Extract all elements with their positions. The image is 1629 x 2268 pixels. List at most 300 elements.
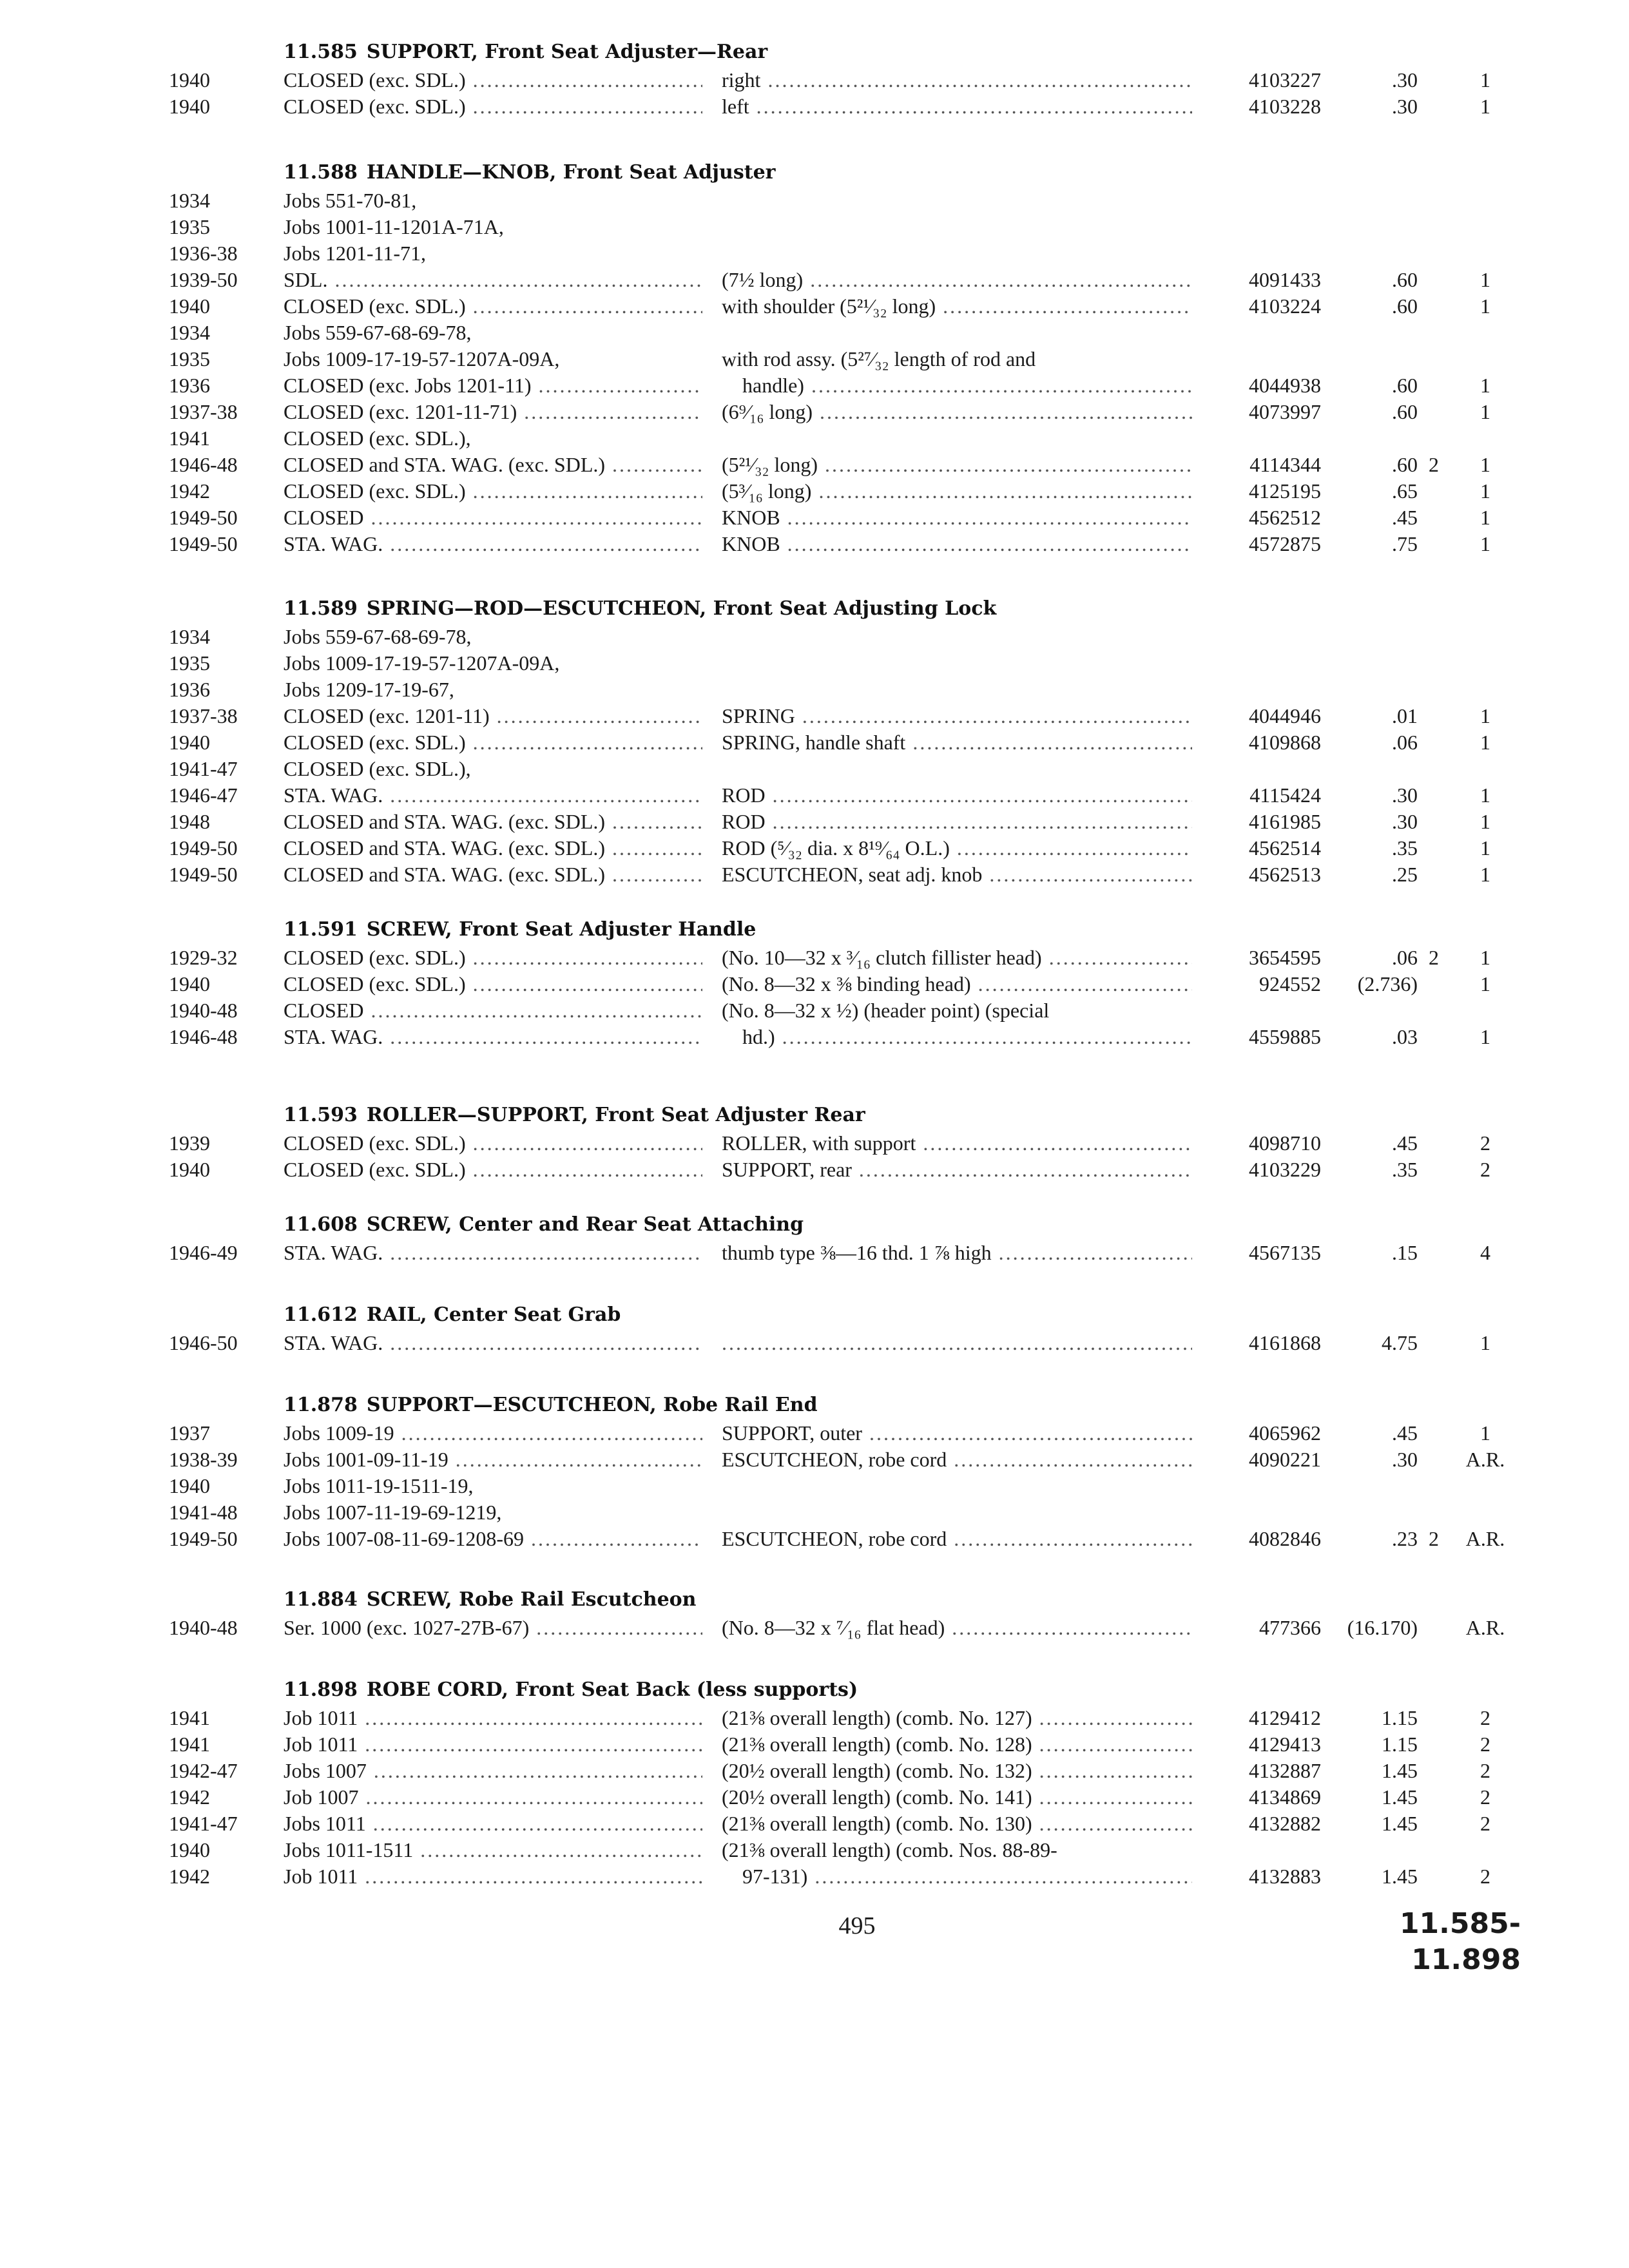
year-cell: 1940	[169, 972, 210, 995]
year-cell: 1936-38	[169, 242, 238, 265]
model-cell: CLOSED and STA. WAG. (exc. SDL.) .....	[284, 861, 702, 888]
parts-row	[0, 1499, 1629, 1526]
model-cell: CLOSED and STA. WAG. (exc. SDL.) .....	[284, 452, 702, 478]
model-cell: Jobs 1011-19-1511-19,	[284, 1474, 474, 1497]
year-cell: 1949-50	[169, 506, 238, 529]
section-title: ROLLER—SUPPORT, Front Seat Adjuster Rear	[366, 1104, 865, 1126]
parts-row	[0, 650, 1629, 677]
year-cell: 1941	[169, 1706, 210, 1729]
model-cell: Jobs 559-67-68-69-78,	[284, 321, 472, 344]
year-cell: 1940	[169, 1158, 210, 1181]
description-cell: KNOB .....	[722, 531, 1192, 557]
part-number-cell: 4562512	[1249, 506, 1321, 529]
part-number-cell: 4132882	[1249, 1812, 1321, 1835]
parts-row	[0, 861, 1629, 888]
model-cell: CLOSED (exc. 1201-11-71) .....	[284, 399, 702, 425]
price-cell: .45	[1392, 506, 1418, 529]
price-cell: .01	[1392, 704, 1418, 727]
quantity-cell: 1	[1480, 294, 1490, 318]
parts-row	[0, 1784, 1629, 1811]
price-cell: .23	[1392, 1527, 1418, 1550]
model-cell: CLOSED (exc. SDL.) .....	[284, 67, 702, 93]
description-cell: right .....	[722, 67, 1192, 93]
parts-row	[0, 1526, 1629, 1552]
year-cell: 1941	[169, 427, 210, 450]
price-cell: (2.736)	[1357, 972, 1418, 995]
year-cell: 1942	[169, 479, 210, 503]
section-number: 11.608	[284, 1213, 358, 1236]
parts-row	[0, 703, 1629, 729]
year-cell: 1940	[169, 731, 210, 754]
price-cell: 4.75	[1382, 1331, 1418, 1354]
part-number-cell: 4125195	[1249, 479, 1321, 503]
price-cell: .35	[1392, 836, 1418, 860]
section-heading	[284, 1100, 865, 1130]
parts-row	[0, 1240, 1629, 1266]
model-cell: CLOSED .....	[284, 997, 702, 1024]
quantity-cell: 1	[1480, 946, 1490, 969]
description-cell: (6⁹⁄₁₆ long) .....	[722, 399, 1192, 425]
model-cell: Job 1011 .....	[284, 1731, 702, 1758]
year-cell: 1949-50	[169, 1527, 238, 1550]
part-number-cell: 4103228	[1249, 95, 1321, 118]
description-cell: (7½ long) .....	[722, 267, 1192, 293]
year-cell: 1949-50	[169, 532, 238, 555]
price-cell: .30	[1392, 68, 1418, 91]
parts-row	[0, 346, 1629, 372]
quantity-cell: 1	[1480, 972, 1490, 995]
quantity-marker-cell: 2	[1429, 946, 1439, 969]
quantity-cell: 1	[1480, 863, 1490, 886]
description-cell: (21⅜ overall length) (comb. No. 127) .....	[722, 1705, 1192, 1731]
quantity-cell: 1	[1480, 506, 1490, 529]
price-cell: .06	[1392, 731, 1418, 754]
parts-row	[0, 1130, 1629, 1157]
description-cell: handle) .....	[722, 372, 1192, 399]
parts-row	[0, 997, 1629, 1024]
part-number-cell: 4103224	[1249, 294, 1321, 318]
parts-row	[0, 320, 1629, 346]
part-number-cell: 4562513	[1249, 863, 1321, 886]
price-cell: 1.45	[1382, 1812, 1418, 1835]
price-cell: 1.45	[1382, 1759, 1418, 1782]
year-cell: 1940	[169, 294, 210, 318]
section-title: ROBE CORD, Front Seat Back (less supports)	[366, 1678, 858, 1701]
quantity-cell: 1	[1480, 95, 1490, 118]
model-cell: Jobs 1001-09-11-19 .....	[284, 1446, 702, 1473]
parts-row	[0, 240, 1629, 267]
model-cell: CLOSED (exc. Jobs 1201-11) .....	[284, 372, 702, 399]
description-cell: (21⅜ overall length) (comb. No. 128) .....	[722, 1731, 1192, 1758]
quantity-cell: 1	[1480, 400, 1490, 423]
section-number: 11.878	[284, 1394, 358, 1416]
part-number-cell: 4044946	[1249, 704, 1321, 727]
part-number-cell: 4114344	[1249, 453, 1321, 476]
part-number-cell: 4129413	[1249, 1733, 1321, 1756]
model-cell: Jobs 551-70-81,	[284, 189, 417, 212]
price-cell: .30	[1392, 1448, 1418, 1471]
model-cell: CLOSED (exc. SDL.),	[284, 427, 471, 450]
year-cell: 1941-47	[169, 757, 238, 780]
year-cell: 1934	[169, 321, 210, 344]
quantity-cell: 1	[1480, 268, 1490, 291]
description-cell: (5²¹⁄₃₂ long) .....	[722, 452, 1192, 478]
quantity-cell: 1	[1480, 1421, 1490, 1445]
price-cell: .60	[1392, 400, 1418, 423]
parts-row	[0, 93, 1629, 120]
parts-row	[0, 1705, 1629, 1731]
description-cell: ROD .....	[722, 782, 1192, 809]
model-cell: CLOSED (exc. SDL.) .....	[284, 93, 702, 120]
year-cell: 1948	[169, 810, 210, 833]
description-cell: (No. 8—32 x ⅜ binding head) .....	[722, 971, 1192, 997]
parts-row	[0, 452, 1629, 478]
year-cell: 1940	[169, 68, 210, 91]
section-number: 11.612	[284, 1303, 358, 1326]
year-cell: 1942	[169, 1785, 210, 1809]
year-cell: 1940-48	[169, 1616, 238, 1639]
description-cell	[722, 1330, 1192, 1356]
section-title: SCREW, Center and Rear Seat Attaching	[366, 1213, 804, 1236]
price-cell: .65	[1392, 479, 1418, 503]
description-cell: ROD (⁵⁄₃₂ dia. x 8¹⁹⁄₆₄ O.L.) .....	[722, 835, 1192, 861]
parts-row	[0, 425, 1629, 452]
quantity-cell: 1	[1480, 68, 1490, 91]
year-cell: 1942	[169, 1865, 210, 1888]
price-cell: .45	[1392, 1131, 1418, 1155]
quantity-marker-cell: 2	[1429, 1527, 1439, 1550]
description-cell: ESCUTCHEON, robe cord .....	[722, 1526, 1192, 1552]
quantity-cell: 2	[1480, 1785, 1490, 1809]
quantity-cell: 1	[1480, 783, 1490, 807]
model-cell: Jobs 1007-11-19-69-1219,	[284, 1501, 502, 1524]
model-cell: Jobs 1209-17-19-67,	[284, 678, 454, 701]
model-cell: Jobs 1007-08-11-69-1208-69 .....	[284, 1526, 702, 1552]
year-cell: 1941-48	[169, 1501, 238, 1524]
model-cell: Job 1007 .....	[284, 1784, 702, 1811]
price-cell: 1.45	[1382, 1865, 1418, 1888]
parts-row	[0, 214, 1629, 240]
part-number-cell: 4161985	[1249, 810, 1321, 833]
model-cell: Ser. 1000 (exc. 1027-27B-67) .....	[284, 1615, 702, 1641]
year-cell: 1929-32	[169, 946, 238, 969]
description-cell: (No. 8—32 x ½) (header point) (special	[722, 999, 1050, 1022]
model-cell: Jobs 1009-17-19-57-1207A-09A,	[284, 651, 560, 675]
part-number-cell: 4091433	[1249, 268, 1321, 291]
description-cell: (20½ overall length) (comb. No. 132) .....	[722, 1758, 1192, 1784]
model-cell: Jobs 1011-1511 .....	[284, 1837, 702, 1863]
parts-row	[0, 971, 1629, 997]
quantity-cell: 2	[1480, 1158, 1490, 1181]
part-number-cell: 4132883	[1249, 1865, 1321, 1888]
description-cell: ROD .....	[722, 809, 1192, 835]
description-cell: SPRING, handle shaft .....	[722, 729, 1192, 756]
quantity-cell: 1	[1480, 1331, 1490, 1354]
section-title: SCREW, Robe Rail Escutcheon	[366, 1588, 697, 1611]
description-cell: (21⅜ overall length) (comb. No. 130) .....	[722, 1811, 1192, 1837]
part-number-cell: 4129412	[1249, 1706, 1321, 1729]
part-number-cell: 4103227	[1249, 68, 1321, 91]
parts-row	[0, 756, 1629, 782]
description-cell: left .....	[722, 93, 1192, 120]
year-cell: 1939	[169, 1131, 210, 1155]
section-number: 11.585	[284, 41, 358, 63]
model-cell: STA. WAG. .....	[284, 1024, 702, 1050]
model-cell: CLOSED (exc. SDL.) .....	[284, 478, 702, 505]
quantity-cell: 1	[1480, 731, 1490, 754]
price-cell: 1.15	[1382, 1706, 1418, 1729]
model-cell: CLOSED (exc. 1201-11) .....	[284, 703, 702, 729]
section-number: 11.884	[284, 1588, 358, 1611]
price-cell: .60	[1392, 453, 1418, 476]
model-cell: Job 1011 .....	[284, 1863, 702, 1890]
model-cell: CLOSED (exc. SDL.) .....	[284, 971, 702, 997]
parts-row	[0, 1731, 1629, 1758]
model-cell: Jobs 559-67-68-69-78,	[284, 625, 472, 648]
section-number: 11.588	[284, 161, 358, 184]
quantity-cell: 1	[1480, 1025, 1490, 1048]
quantity-cell: 2	[1480, 1131, 1490, 1155]
part-number-cell: 4115424	[1249, 783, 1321, 807]
price-cell: .60	[1392, 294, 1418, 318]
parts-row	[0, 187, 1629, 214]
price-cell: 1.45	[1382, 1785, 1418, 1809]
price-cell: .60	[1392, 268, 1418, 291]
section-number: 11.591	[284, 918, 358, 941]
model-cell: CLOSED (exc. SDL.),	[284, 757, 471, 780]
quantity-cell: 1	[1480, 453, 1490, 476]
price-cell: .03	[1392, 1025, 1418, 1048]
price-cell: .30	[1392, 783, 1418, 807]
section-range: 11.585-11.898	[1399, 1907, 1521, 1976]
parts-row	[0, 1157, 1629, 1183]
model-cell: STA. WAG. .....	[284, 1330, 702, 1356]
quantity-cell: 1	[1480, 374, 1490, 397]
parts-row	[0, 624, 1629, 650]
price-cell: .30	[1392, 95, 1418, 118]
section-heading	[284, 1300, 621, 1330]
quantity-cell: 1	[1480, 836, 1490, 860]
parts-row	[0, 399, 1629, 425]
parts-row	[0, 1024, 1629, 1050]
price-cell: .60	[1392, 374, 1418, 397]
model-cell: Job 1011 .....	[284, 1705, 702, 1731]
description-cell: ESCUTCHEON, robe cord .....	[722, 1446, 1192, 1473]
model-cell: CLOSED (exc. SDL.) .....	[284, 1157, 702, 1183]
model-cell: CLOSED .....	[284, 505, 702, 531]
description-cell: SUPPORT, outer .....	[722, 1420, 1192, 1446]
model-cell: STA. WAG. .....	[284, 531, 702, 557]
price-cell: .30	[1392, 810, 1418, 833]
parts-row	[0, 677, 1629, 703]
part-number-cell: 924552	[1259, 972, 1321, 995]
quantity-cell: 4	[1480, 1241, 1490, 1264]
section-number: 11.589	[284, 597, 358, 620]
part-number-cell: 4132887	[1249, 1759, 1321, 1782]
year-cell: 1935	[169, 651, 210, 675]
parts-row	[0, 1758, 1629, 1784]
year-cell: 1946-49	[169, 1241, 238, 1264]
section-title: SUPPORT—ESCUTCHEON, Robe Rail End	[366, 1394, 818, 1416]
model-cell: CLOSED (exc. SDL.) .....	[284, 729, 702, 756]
price-cell: 1.15	[1382, 1733, 1418, 1756]
part-number-cell: 4161868	[1249, 1331, 1321, 1354]
description-cell: (20½ overall length) (comb. No. 141) .....	[722, 1784, 1192, 1811]
year-cell: 1938-39	[169, 1448, 238, 1471]
parts-row	[0, 67, 1629, 93]
year-cell: 1941-47	[169, 1812, 238, 1835]
model-cell: STA. WAG. .....	[284, 1240, 702, 1266]
parts-row	[0, 782, 1629, 809]
parts-row	[0, 478, 1629, 505]
parts-row	[0, 1330, 1629, 1356]
parts-row	[0, 372, 1629, 399]
part-number-cell: 4562514	[1249, 836, 1321, 860]
year-cell: 1949-50	[169, 836, 238, 860]
description-cell: (No. 8—32 x ⁷⁄₁₆ flat head) .....	[722, 1615, 1192, 1641]
model-cell: Jobs 1201-11-71,	[284, 242, 427, 265]
year-cell: 1934	[169, 625, 210, 648]
year-cell: 1946-48	[169, 1025, 238, 1048]
parts-row	[0, 945, 1629, 971]
section-title: RAIL, Center Seat Grab	[366, 1303, 621, 1326]
price-cell: .75	[1392, 532, 1418, 555]
parts-row	[0, 809, 1629, 835]
quantity-cell: 1	[1480, 532, 1490, 555]
section-heading	[284, 1210, 804, 1240]
parts-row	[0, 1420, 1629, 1446]
quantity-cell: 1	[1480, 810, 1490, 833]
part-number-cell: 4073997	[1249, 400, 1321, 423]
part-number-cell: 477366	[1259, 1616, 1321, 1639]
description-cell: hd.) .....	[722, 1024, 1192, 1050]
description-cell: with shoulder (5²¹⁄₃₂ long) .....	[722, 293, 1192, 320]
part-number-cell: 4109868	[1249, 731, 1321, 754]
price-cell: (16.170)	[1347, 1616, 1418, 1639]
year-cell: 1935	[169, 215, 210, 238]
year-cell: 1946-48	[169, 453, 238, 476]
description-cell: ESCUTCHEON, seat adj. knob .....	[722, 861, 1192, 888]
parts-row	[0, 729, 1629, 756]
section-number: 11.898	[284, 1678, 358, 1701]
parts-row	[0, 1837, 1629, 1863]
year-cell: 1942-47	[169, 1759, 238, 1782]
model-cell: Jobs 1011 .....	[284, 1811, 702, 1837]
description-cell: (No. 10—32 x ³⁄₁₆ clutch fillister head) .....	[722, 945, 1192, 971]
part-number-cell: 4044938	[1249, 374, 1321, 397]
parts-row	[0, 1615, 1629, 1641]
parts-row	[0, 1811, 1629, 1837]
section-heading	[284, 1585, 697, 1615]
part-number-cell: 3654595	[1249, 946, 1321, 969]
quantity-cell: 1	[1480, 704, 1490, 727]
price-cell: .45	[1392, 1421, 1418, 1445]
quantity-cell: A.R.	[1465, 1616, 1505, 1639]
year-cell: 1936	[169, 374, 210, 397]
quantity-cell: A.R.	[1465, 1448, 1505, 1471]
year-cell: 1940	[169, 95, 210, 118]
model-cell: Jobs 1009-17-19-57-1207A-09A,	[284, 347, 560, 370]
quantity-cell: A.R.	[1465, 1527, 1505, 1550]
part-number-cell: 4567135	[1249, 1241, 1321, 1264]
model-cell: Jobs 1009-19 .....	[284, 1420, 702, 1446]
section-number: 11.593	[284, 1104, 358, 1126]
year-cell: 1946-50	[169, 1331, 238, 1354]
part-number-cell: 4103229	[1249, 1158, 1321, 1181]
description-cell: KNOB .....	[722, 505, 1192, 531]
quantity-cell: 1	[1480, 479, 1490, 503]
quantity-cell: 2	[1480, 1812, 1490, 1835]
section-heading	[284, 37, 767, 67]
year-cell: 1937-38	[169, 400, 238, 423]
section-heading	[284, 158, 775, 187]
page-number: 495	[838, 1912, 876, 1939]
description-cell: (21⅜ overall length) (comb. Nos. 88-89-	[722, 1838, 1057, 1861]
year-cell: 1937-38	[169, 704, 238, 727]
parts-row	[0, 267, 1629, 293]
year-cell: 1936	[169, 678, 210, 701]
description-cell: SPRING .....	[722, 703, 1192, 729]
year-cell: 1937	[169, 1421, 210, 1445]
part-number-cell: 4098710	[1249, 1131, 1321, 1155]
year-cell: 1934	[169, 189, 210, 212]
part-number-cell: 4572875	[1249, 532, 1321, 555]
quantity-marker-cell: 2	[1429, 453, 1439, 476]
price-cell: .35	[1392, 1158, 1418, 1181]
parts-row	[0, 1473, 1629, 1499]
parts-row	[0, 293, 1629, 320]
year-cell: 1941	[169, 1733, 210, 1756]
description-cell: 97-131) .....	[722, 1863, 1192, 1890]
parts-row	[0, 835, 1629, 861]
quantity-cell: 2	[1480, 1733, 1490, 1756]
part-number-cell: 4082846	[1249, 1527, 1321, 1550]
year-cell: 1940-48	[169, 999, 238, 1022]
section-heading	[284, 915, 756, 945]
description-cell: SUPPORT, rear .....	[722, 1157, 1192, 1183]
parts-row	[0, 505, 1629, 531]
year-cell: 1949-50	[169, 863, 238, 886]
description-cell: with rod assy. (5²⁷⁄₃₂ length of rod and	[722, 347, 1036, 370]
quantity-cell: 2	[1480, 1759, 1490, 1782]
section-heading	[284, 1390, 818, 1420]
section-title: SUPPORT, Front Seat Adjuster—Rear	[366, 41, 768, 63]
quantity-cell: 2	[1480, 1706, 1490, 1729]
price-cell: .15	[1392, 1241, 1418, 1264]
parts-row	[0, 1446, 1629, 1473]
section-heading	[284, 594, 996, 624]
price-cell: .06	[1392, 946, 1418, 969]
model-cell: STA. WAG. .....	[284, 782, 702, 809]
model-cell: CLOSED (exc. SDL.) .....	[284, 293, 702, 320]
part-number-cell: 4559885	[1249, 1025, 1321, 1048]
model-cell: CLOSED (exc. SDL.) .....	[284, 945, 702, 971]
section-title: SCREW, Front Seat Adjuster Handle	[366, 918, 757, 941]
part-number-cell: 4090221	[1249, 1448, 1321, 1471]
year-cell: 1940	[169, 1474, 210, 1497]
description-cell: (5³⁄₁₆ long) .....	[722, 478, 1192, 505]
model-cell: Jobs 1007 .....	[284, 1758, 702, 1784]
section-heading	[284, 1675, 858, 1705]
section-title: SPRING—ROD—ESCUTCHEON, Front Seat Adjusting Lock	[366, 597, 997, 620]
model-cell: Jobs 1001-11-1201A-71A,	[284, 215, 504, 238]
parts-row	[0, 1863, 1629, 1890]
year-cell: 1940	[169, 1838, 210, 1861]
year-cell: 1935	[169, 347, 210, 370]
year-cell: 1946-47	[169, 783, 238, 807]
model-cell: CLOSED (exc. SDL.) .....	[284, 1130, 702, 1157]
year-cell: 1939-50	[169, 268, 238, 291]
